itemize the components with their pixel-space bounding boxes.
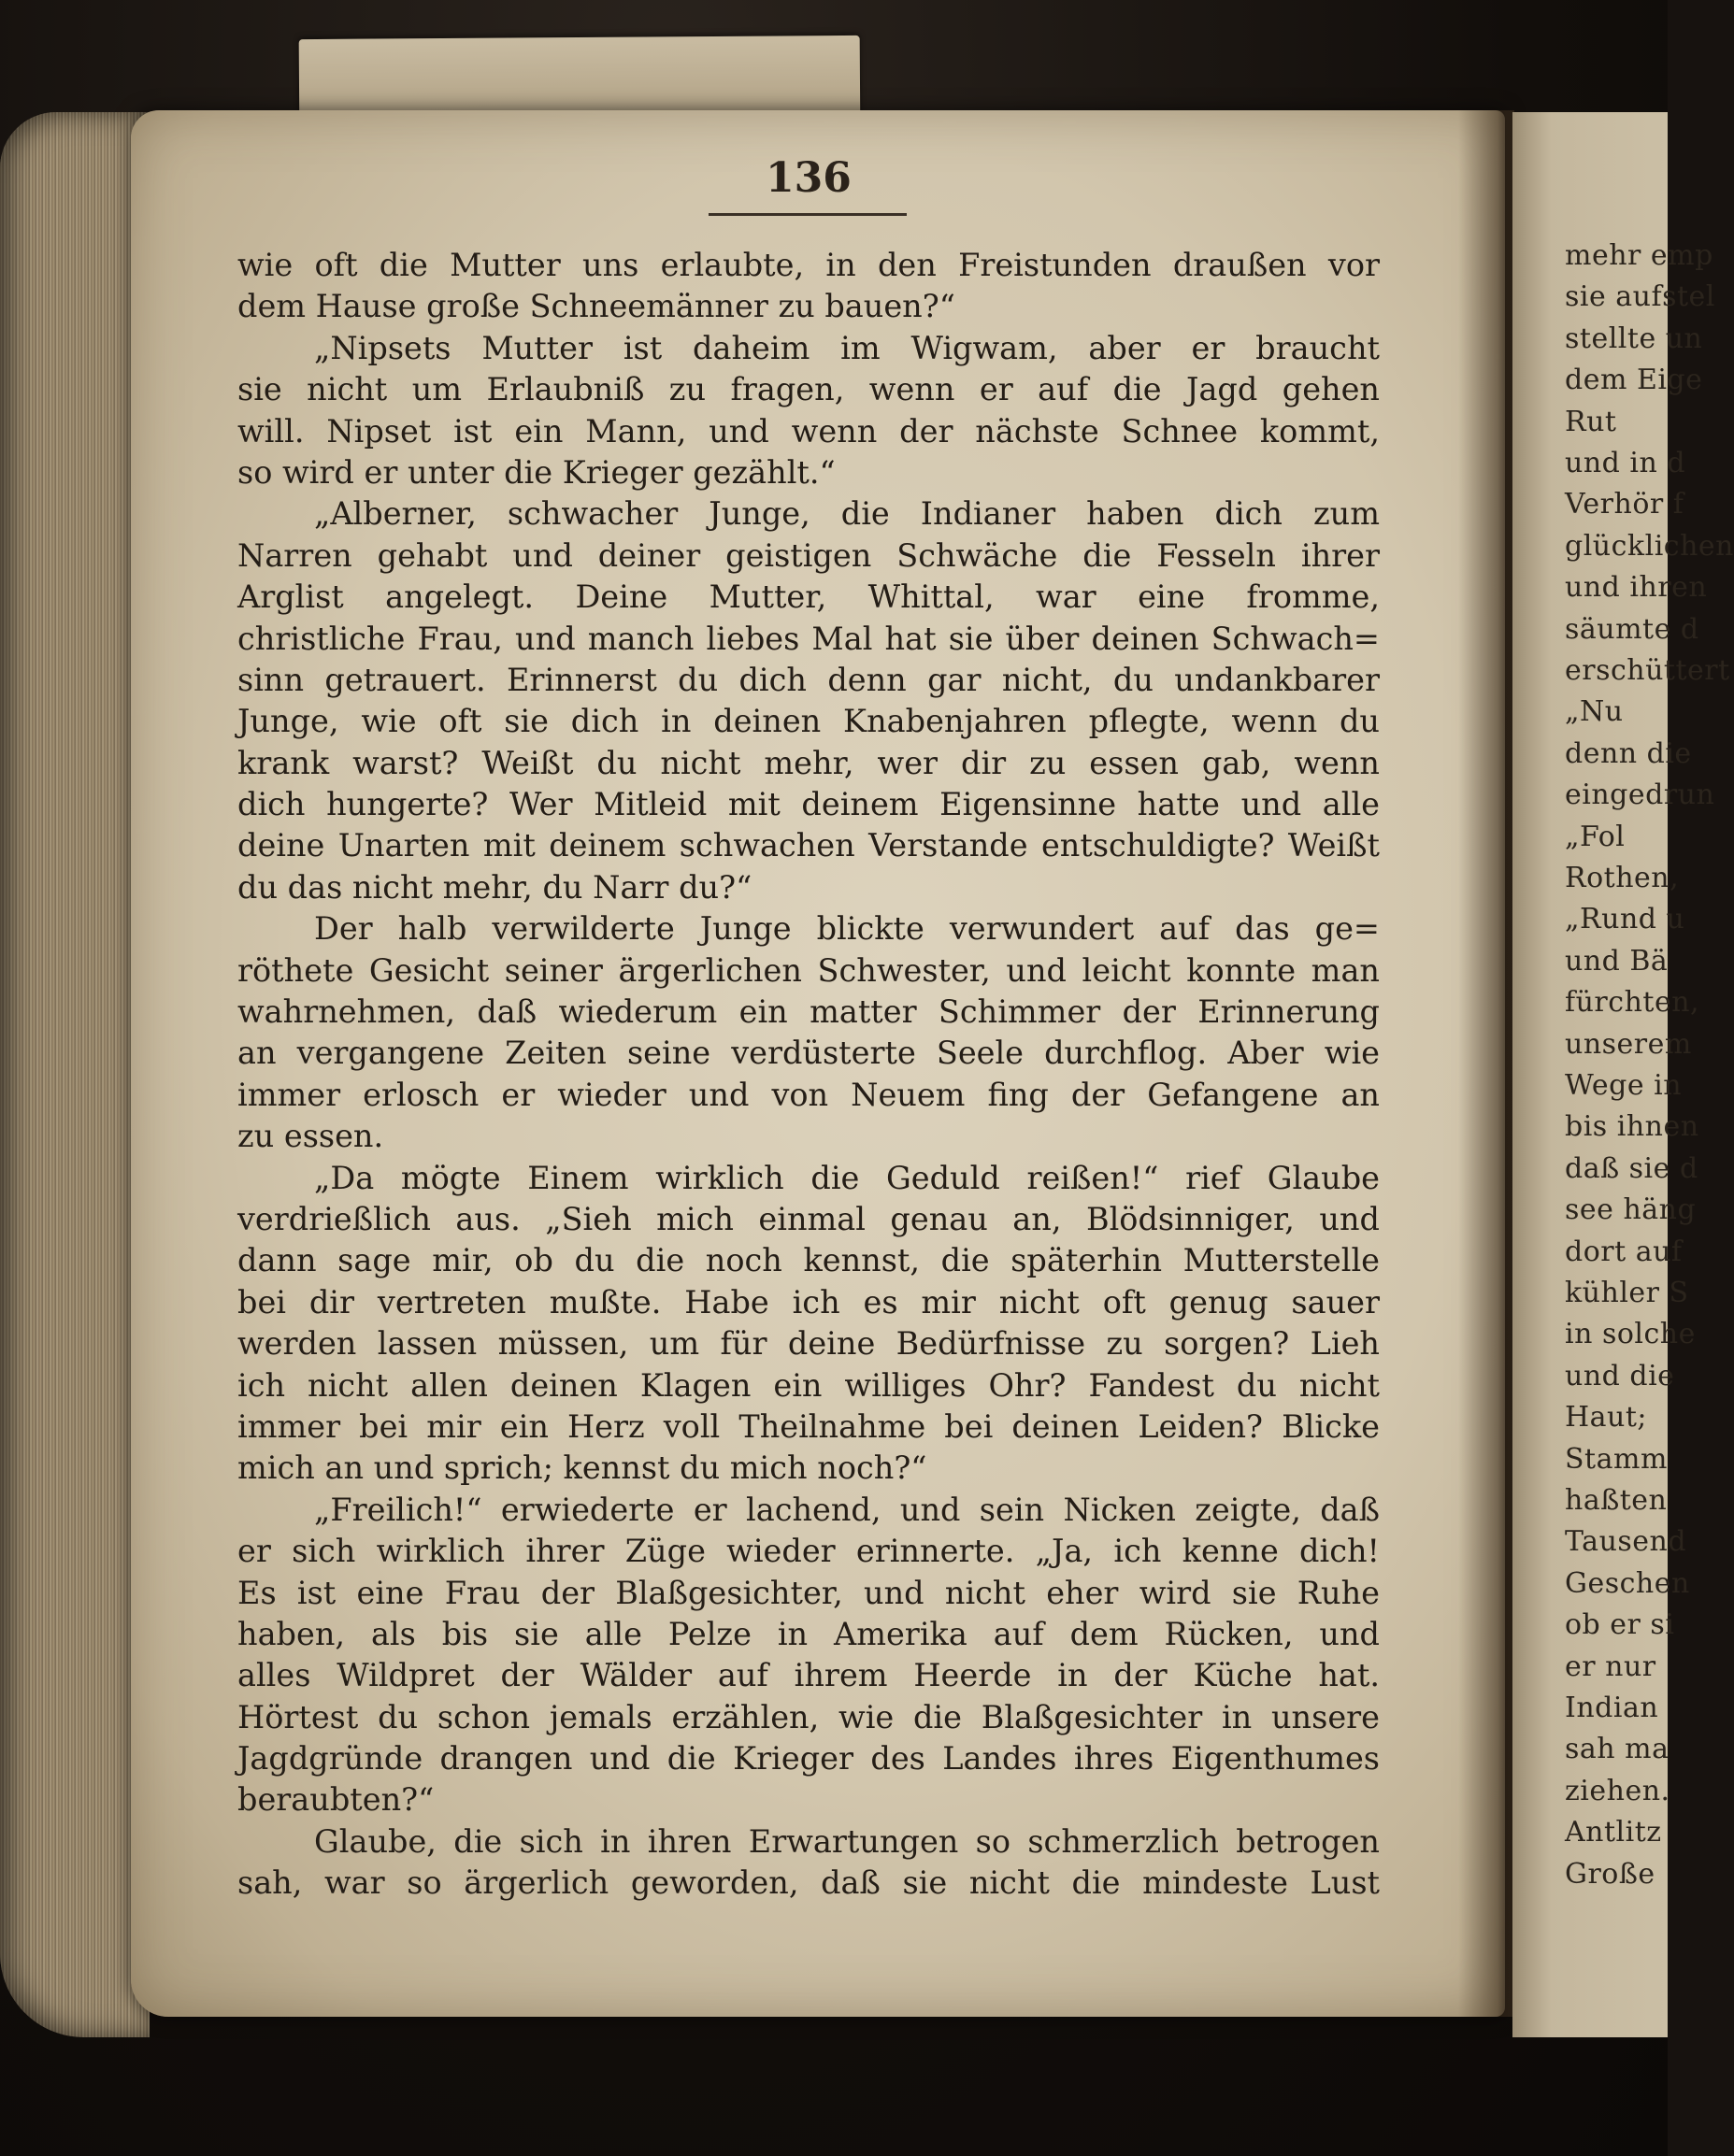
text-line: mich an und sprich; kennst du mich noch?“ — [237, 1449, 927, 1487]
text-line: dem Hause große Schneemänner zu bauen?“ — [237, 288, 955, 325]
text-line: röthete Gesicht seiner ärgerlichen Schwester, und leicht konnte man — [237, 951, 1380, 989]
right-page-line: glücklichen — [1565, 529, 1734, 563]
text-line: zu essen. — [237, 1118, 384, 1155]
header-rule — [709, 213, 907, 216]
text-line: deine Unarten mit deinem schwachen Verstande entschuldigte? Weißt — [237, 827, 1380, 864]
text-line: verdrießlich aus. „Sieh mich einmal genau an, Blödsinniger, und — [237, 1200, 1380, 1237]
right-page-line: fürchten, — [1565, 986, 1700, 1020]
text-line: bei dir vertreten mußte. Habe ich es mir nicht oft genug sauer — [237, 1283, 1380, 1321]
right-page-line: erschüttert — [1565, 654, 1730, 687]
page-edges — [0, 112, 150, 2037]
right-page-line: eingedrun — [1565, 778, 1715, 812]
right-page-line: „Fol — [1565, 820, 1626, 853]
right-page-line: in solche — [1565, 1318, 1696, 1351]
right-page-line: Rothen, — [1565, 862, 1680, 894]
right-page-line: Große — [1565, 1857, 1655, 1891]
page-number: 136 — [766, 154, 852, 202]
right-page-line: „Rund u — [1565, 903, 1685, 936]
text-line: dann sage mir, ob du die noch kennst, die späterhin Mutterstelle — [237, 1242, 1380, 1279]
text-line: immer bei mir ein Herz voll Theilnahme bei deinen Leiden? Blicke — [237, 1407, 1380, 1445]
text-line: beraubten?“ — [237, 1781, 435, 1819]
right-page-line: bis ihnen — [1565, 1110, 1699, 1144]
right-page-line: Wege in — [1565, 1069, 1683, 1102]
text-line: immer erlosch er wieder und von Neuem fing der Gefangene an — [237, 1076, 1380, 1113]
right-page-line: mehr emp — [1565, 239, 1713, 272]
text-line: du das nicht mehr, du Narr du?“ — [237, 868, 752, 906]
right-page-line: daß sie d — [1565, 1151, 1698, 1185]
right-page-line: dem Eige — [1565, 364, 1703, 397]
right-page-line: Rut — [1565, 405, 1617, 438]
text-line: wie oft die Mutter uns erlaubte, in den Freistunden draußen vor — [237, 247, 1380, 283]
right-page-line: Indian — [1565, 1692, 1659, 1724]
right-page-line: stellte un — [1565, 321, 1703, 355]
text-line: christliche Frau, und manch liebes Mal hat sie über deinen Schwach= — [237, 620, 1380, 657]
right-page-line: „Nu — [1565, 695, 1624, 729]
text-line: dich hungerte? Wer Mitleid mit deinem Eigensinne hatte und alle — [237, 786, 1380, 823]
right-page-line: unserem — [1565, 1027, 1692, 1061]
text-line: wahrnehmen, daß wiederum ein matter Schimmer der Erinnerung — [237, 993, 1380, 1031]
text-line: krank warst? Weißt du nicht mehr, wer dir zu essen gab, wenn — [237, 744, 1380, 781]
text-line: ich nicht allen deinen Klagen ein williges Ohr? Fandest du nicht — [237, 1366, 1380, 1404]
right-page-line: und Bä — [1565, 944, 1669, 978]
right-page — [1512, 112, 1734, 2037]
text-line: haben, als bis sie alle Pelze in Amerika auf dem Rücken, und — [237, 1615, 1380, 1652]
right-page-line: Antlitz — [1565, 1816, 1662, 1849]
right-page-line: ziehen. — [1565, 1774, 1670, 1807]
text-line: will. Nipset ist ein Mann, und wenn der nächste Schnee kommt, — [237, 412, 1380, 450]
text-line: sie nicht um Erlaubniß zu fragen, wenn er auf die Jagd gehen — [237, 371, 1380, 408]
text-line: Narren gehabt und deiner geistigen Schwäche die Fesseln ihrer — [237, 536, 1380, 574]
text-line: sinn getrauert. Erinnerst du dich denn gar nicht, du undankbarer — [237, 661, 1380, 698]
text-line: so wird er unter die Krieger gezählt.“ — [237, 453, 836, 491]
text-line: an vergangene Zeiten seine verdüsterte Seele durchflog. Aber wie — [237, 1035, 1380, 1072]
right-page-line: Geschen — [1565, 1566, 1690, 1600]
text-line: Junge, wie oft sie dich in deinen Knabenjahren pflegte, wenn du — [237, 703, 1380, 740]
right-page-line: er nur — [1565, 1649, 1656, 1683]
right-page-line: Verhör f — [1565, 488, 1684, 521]
right-page-line: und die — [1565, 1359, 1675, 1392]
text-line: Jagdgründe drangen und die Krieger des Landes ihres Eigenthumes — [237, 1740, 1380, 1778]
right-page-line: haßten — [1565, 1484, 1668, 1517]
right-page-line: Tausend — [1565, 1525, 1687, 1559]
right-page-line: Stamm — [1565, 1442, 1668, 1476]
right-page-line: ob er si — [1565, 1608, 1675, 1642]
right-page-line: dort auf — [1565, 1235, 1683, 1268]
right-page-line: denn die — [1565, 736, 1692, 770]
right-page-line: sah ma — [1565, 1733, 1670, 1766]
right-page-line: säumte d — [1565, 612, 1699, 646]
text-line: Arglist angelegt. Deine Mutter, Whittal, war eine fromme, — [237, 578, 1380, 616]
text-line: „Nipsets Mutter ist daheim im Wigwam, aber er braucht — [314, 329, 1380, 366]
right-page-line: kühler S — [1565, 1277, 1689, 1309]
right-page-line: sie aufstel — [1565, 280, 1715, 314]
right-page-line: Haut; — [1565, 1401, 1648, 1435]
text-line: alles Wildpret der Wälder auf ihrem Heerde in der Küche hat. — [237, 1657, 1380, 1694]
text-line: sah, war so ärgerlich geworden, daß sie nicht die mindeste Lust — [237, 1864, 1380, 1902]
right-page-line: und in d — [1565, 447, 1686, 479]
text-line: Hörtest du schon jemals erzählen, wie die Blaßgesichter in unsere — [237, 1698, 1380, 1735]
body-text — [237, 245, 1380, 1905]
text-line: Glaube, die sich in ihren Erwartungen so schmerzlich betrogen — [314, 1822, 1380, 1860]
text-line: „Alberner, schwacher Junge, die Indianer haben dich zum — [314, 495, 1380, 533]
text-line: Es ist eine Frau der Blaßgesichter, und nicht eher wird sie Ruhe — [237, 1574, 1380, 1611]
text-line: „Freilich!“ erwiederte er lachend, und sein Nicken zeigte, daß — [314, 1491, 1380, 1528]
text-line: „Da mögte Einem wirklich die Geduld reißen!“ rief Glaube — [314, 1159, 1380, 1196]
text-line: er sich wirklich ihrer Züge wieder erinnerte. „Ja, ich kenne dich! — [237, 1533, 1380, 1570]
text-line: werden lassen müssen, um für deine Bedürfnisse zu sorgen? Lieh — [237, 1325, 1380, 1363]
right-page-line: see häng — [1565, 1193, 1697, 1227]
right-page-line: und ihren — [1565, 571, 1708, 605]
book-gutter — [1458, 110, 1514, 2017]
text-line: Der halb verwilderte Junge blickte verwundert auf das ge= — [314, 910, 1380, 948]
